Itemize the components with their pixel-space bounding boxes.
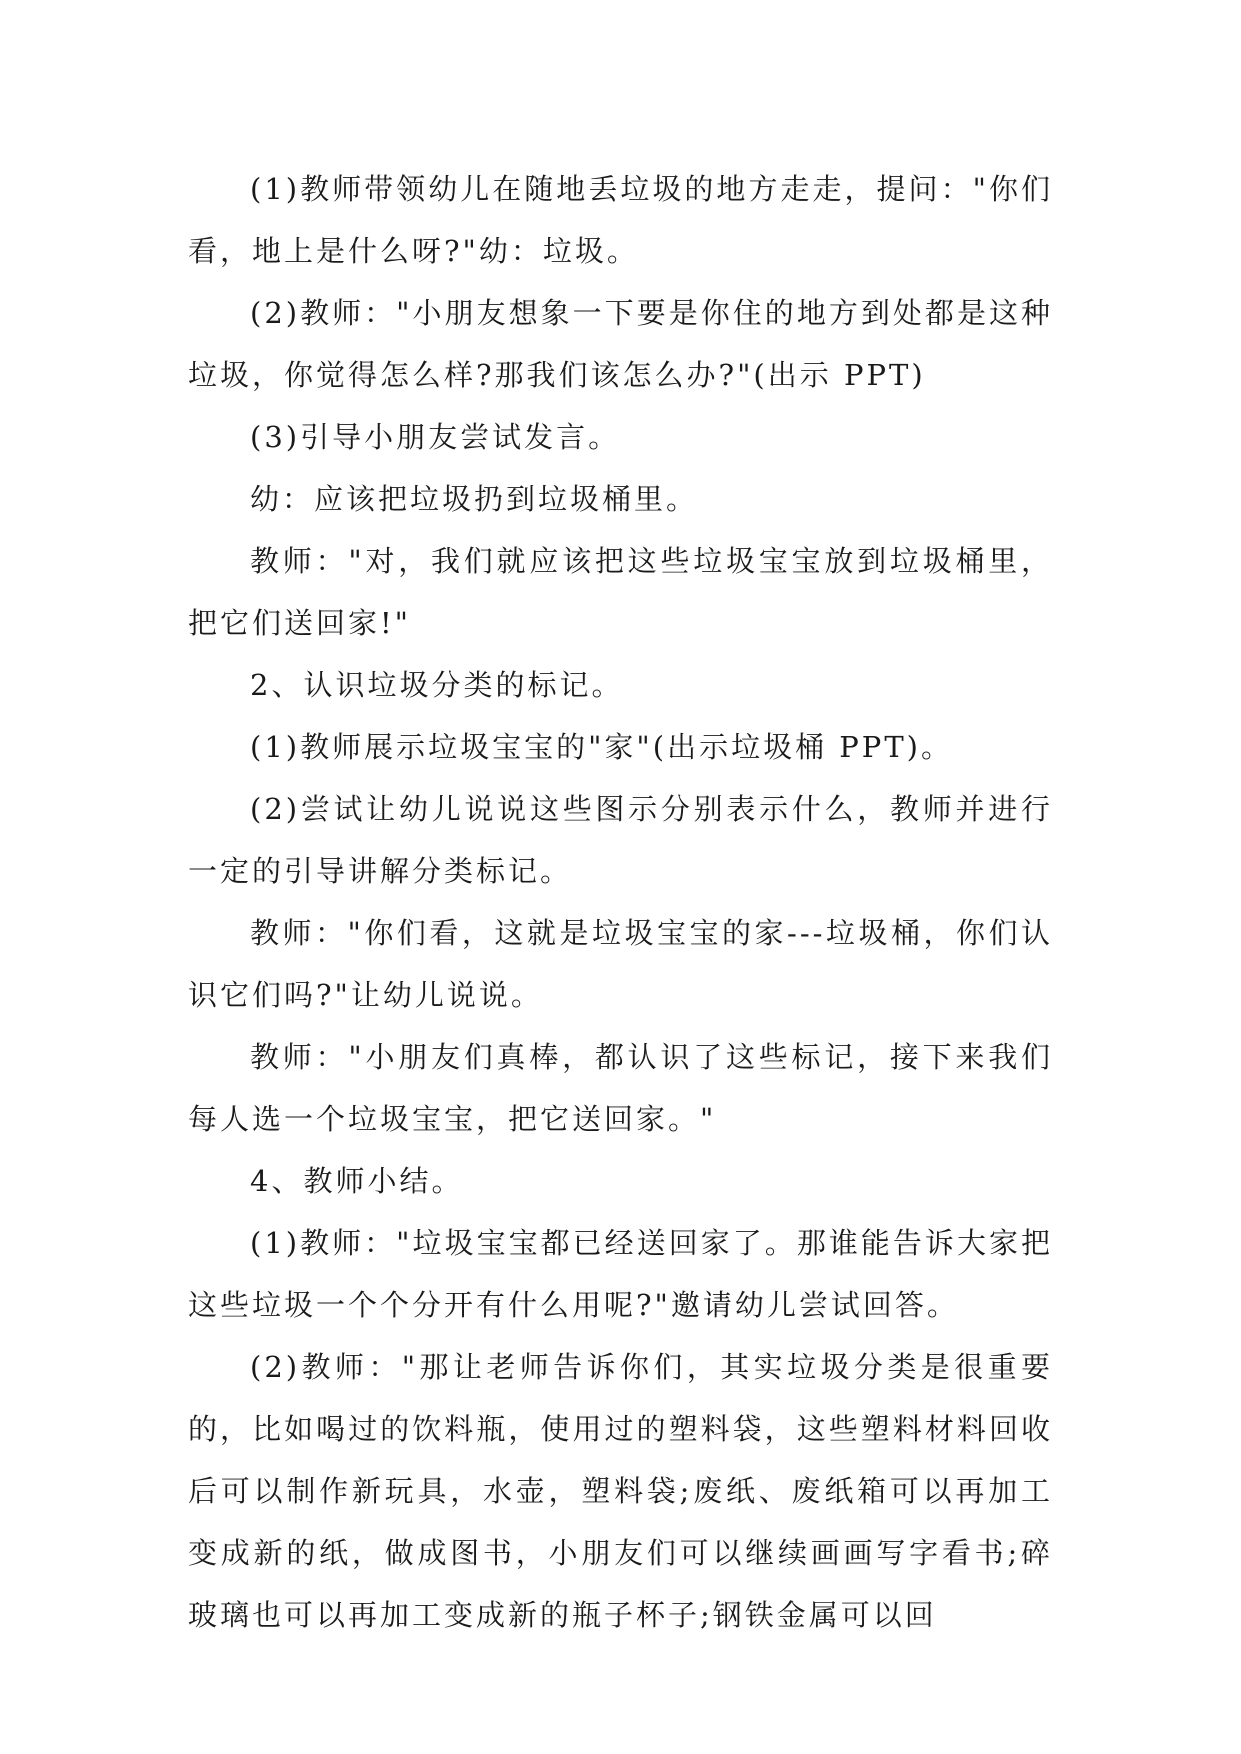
paragraph-1: (1)教师带领幼儿在随地丢垃圾的地方走走，提问："你们看，地上是什么呀?"幼：垃圾。 xyxy=(188,172,1053,268)
paragraph-12: (1)教师："垃圾宝宝都已经送回家了。那谁能告诉大家把这些垃圾一个个分开有什么用呢?"邀请幼儿尝试回答。 xyxy=(188,1226,1053,1322)
paragraph-13: (2)教师："那让老师告诉你们，其实垃圾分类是很重要的，比如喝过的饮料瓶，使用过的塑料袋，这些塑料材料回收后可以制作新玩具，水壶，塑料袋;废纸、废纸箱可以再加工变成新的纸，做成图书，小朋友们可以继续画画写字看书;碎玻璃也可以再加工变成新的瓶子杯子;钢铁金属可以回 xyxy=(188,1350,1053,1632)
paragraph-3: (3)引导小朋友尝试发言。 xyxy=(250,420,621,454)
paragraph-10: 教师："小朋友们真棒，都认识了这些标记，接下来我们每人选一个垃圾宝宝，把它送回家。" xyxy=(188,1040,1053,1136)
paragraph-5: 教师："对，我们就应该把这些垃圾宝宝放到垃圾桶里，把它们送回家!" xyxy=(188,544,1053,640)
paragraph-9: 教师："你们看，这就是垃圾宝宝的家---垃圾桶，你们认识它们吗?"让幼儿说说。 xyxy=(188,916,1053,1012)
paragraph-7: (1)教师展示垃圾宝宝的"家"(出示垃圾桶 PPT)。 xyxy=(250,730,953,764)
paragraph-2: (2)教师："小朋友想象一下要是你住的地方到处都是这种垃圾，你觉得怎么样?那我们该怎么办?"(出示 PPT) xyxy=(188,296,1053,392)
paragraph-11: 4、教师小结。 xyxy=(250,1164,464,1198)
paragraph-8: (2)尝试让幼儿说说这些图示分别表示什么，教师并进行一定的引导讲解分类标记。 xyxy=(188,792,1053,888)
document-body xyxy=(188,158,1053,1646)
paragraph-6: 2、认识垃圾分类的标记。 xyxy=(250,668,624,702)
paragraph-4: 幼：应该把垃圾扔到垃圾桶里。 xyxy=(250,482,699,516)
